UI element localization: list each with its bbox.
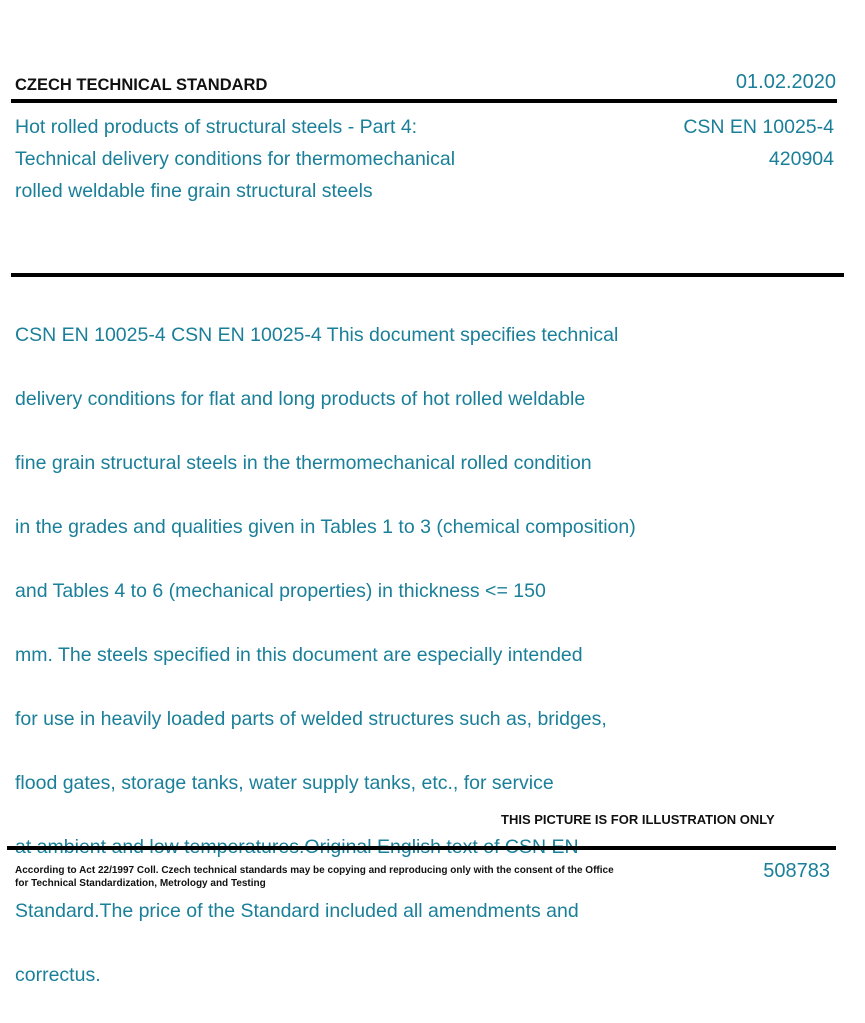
title-line-2: Technical delivery conditions for thermomechanical <box>15 148 456 170</box>
header-divider <box>11 99 837 103</box>
title-divider <box>11 273 844 277</box>
standard-code: CSN EN 10025-4 <box>683 116 834 138</box>
illustration-notice: THIS PICTURE IS FOR ILLUSTRATION ONLY <box>501 812 775 827</box>
abstract-line: correctus. <box>15 964 101 986</box>
standard-type-label: CZECH TECHNICAL STANDARD <box>15 76 268 94</box>
class-number: 420904 <box>768 148 834 170</box>
abstract-line: CSN EN 10025-4 CSN EN 10025-4 This document specifies technical <box>15 324 619 346</box>
abstract-line: and Tables 4 to 6 (mechanical properties) in thickness <= 150 <box>15 580 546 602</box>
abstract-line: Standard.The price of the Standard included all amendments and <box>15 900 579 922</box>
abstract-text <box>15 287 715 1023</box>
abstract-line: fine grain structural steels in the thermomechanical rolled condition <box>15 452 592 474</box>
legal-footnote <box>15 864 614 890</box>
footer-divider <box>7 846 836 850</box>
publication-date: 01.02.2020 <box>735 71 836 93</box>
abstract-line: flood gates, storage tanks, water supply tanks, etc., for service <box>15 772 554 794</box>
title-line-3: rolled weldable fine grain structural steels <box>15 180 373 202</box>
abstract-line: for use in heavily loaded parts of welded structures such as, bridges, <box>15 708 607 730</box>
footnote-line-1: According to Act 22/1997 Coll. Czech technical standards may be copying and reproducing only with the consent of the Office <box>15 865 614 876</box>
document-number: 508783 <box>763 860 830 882</box>
abstract-line: in the grades and qualities given in Tables 1 to 3 (chemical composition) <box>15 516 636 538</box>
footnote-line-2: for Technical Standardization, Metrology and Testing <box>15 878 266 889</box>
abstract-line: mm. The steels specified in this document are especially intended <box>15 644 583 666</box>
abstract-line: delivery conditions for flat and long products of hot rolled weldable <box>15 388 586 410</box>
title-line-1: Hot rolled products of structural steels - Part 4: <box>15 116 418 138</box>
